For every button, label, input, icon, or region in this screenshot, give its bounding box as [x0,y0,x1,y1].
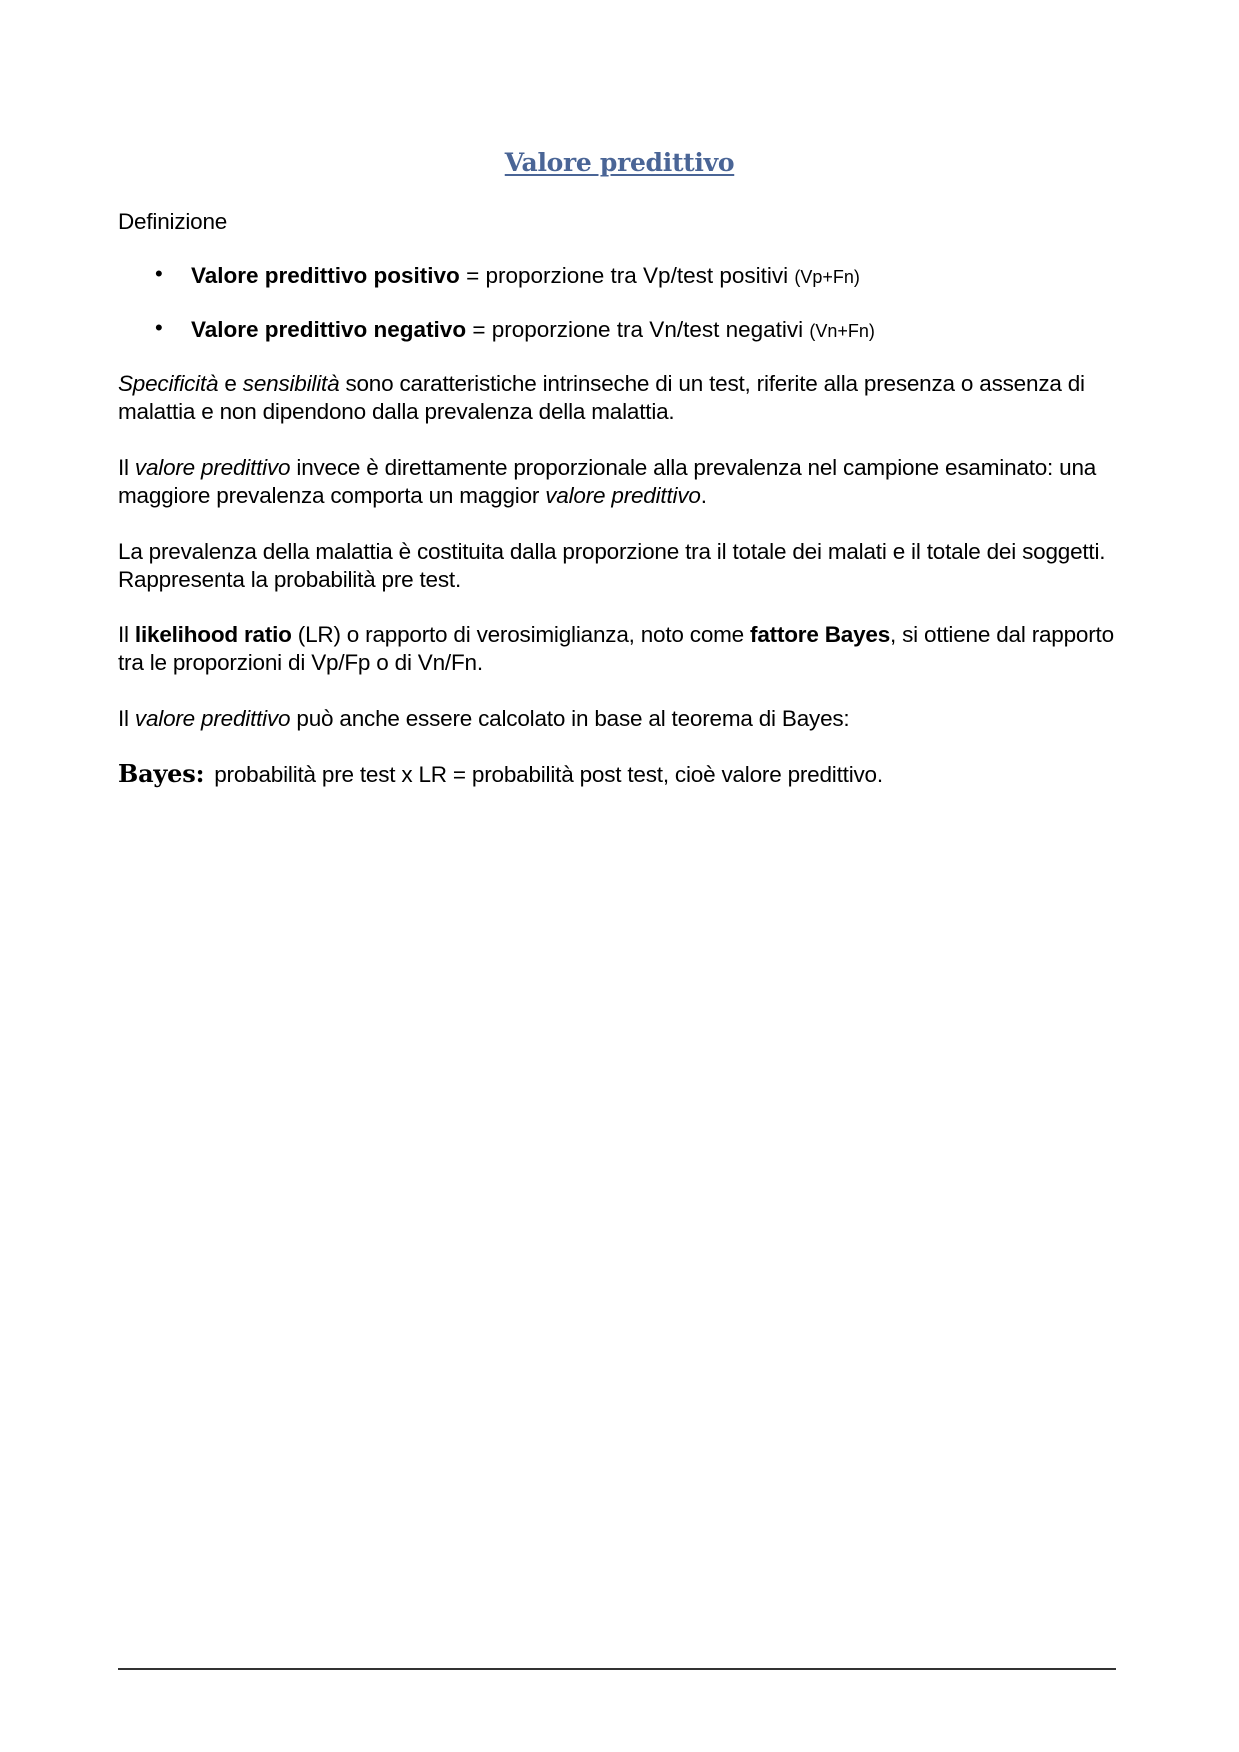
emphasis: valore predittivo [545,483,701,508]
footer-divider [118,1668,1116,1670]
text: Il [118,622,135,647]
emphasis: Specificità [118,371,219,396]
bullet-term: Valore predittivo positivo [191,263,460,288]
emphasis: valore predittivo [134,455,291,480]
strong-term: fattore Bayes [750,622,891,647]
paragraph-bayes-intro [118,705,1118,733]
text: Il [118,455,135,480]
bayes-label: Bayes: [118,759,205,788]
paragraph-predictive-value [118,454,1118,510]
bullet-formula: (Vn+Fn) [809,321,875,341]
text: , si ottiene dal rapporto tra le proporzioni di Vp/Fp o di Vn/Fn. [118,622,1114,675]
bullet-formula: (Vp+Fn) [794,267,860,287]
page-title [0,146,1239,180]
bullet-definition: = proporzione tra Vp/test positivi [459,263,795,288]
paragraph-likelihood-ratio [118,621,1118,677]
bullet-definition: = proporzione tra Vn/test negativi [466,317,810,342]
bullet-icon: • [155,261,163,286]
paragraph-prevalence: La prevalenza della malattia è costituita dalla proporzione tra il totale dei malati e il totale dei soggetti. Rappresenta la probabilità pre test. [118,539,1106,592]
emphasis: valore predittivo [134,706,291,731]
text: può anche essere calcolato in base al teorema di Bayes: [290,706,850,731]
paragraph-specificity [118,370,1118,426]
bayes-formula-text: probabilità pre test x LR = probabilità post test, cioè valore predittivo. [214,762,883,787]
bullet-term: Valore predittivo negativo [191,317,467,342]
text: e [218,371,243,396]
page-title-text: Valore predittivo [504,148,735,177]
bullet-text [191,316,875,345]
text: . [700,483,707,508]
text: sono caratteristiche intrinseche di un test, riferite alla presenza o assenza di malattia e non dipendono dalla prevalenza della malattia. [118,371,1085,424]
bayes-formula [118,760,1118,789]
text: invece è direttamente proporzionale alla prevalenza nel campione esaminato: una maggiore prevalenza comporta un maggior [118,455,1097,508]
bullet-text [191,262,860,291]
emphasis: sensibilità [242,371,340,396]
bullet-icon: • [155,315,163,340]
text: (LR) o rapporto di verosimiglianza, noto come [291,622,751,647]
definition-heading: Definizione [118,209,228,234]
text: Il [118,706,135,731]
strong-term: likelihood ratio [134,622,292,647]
